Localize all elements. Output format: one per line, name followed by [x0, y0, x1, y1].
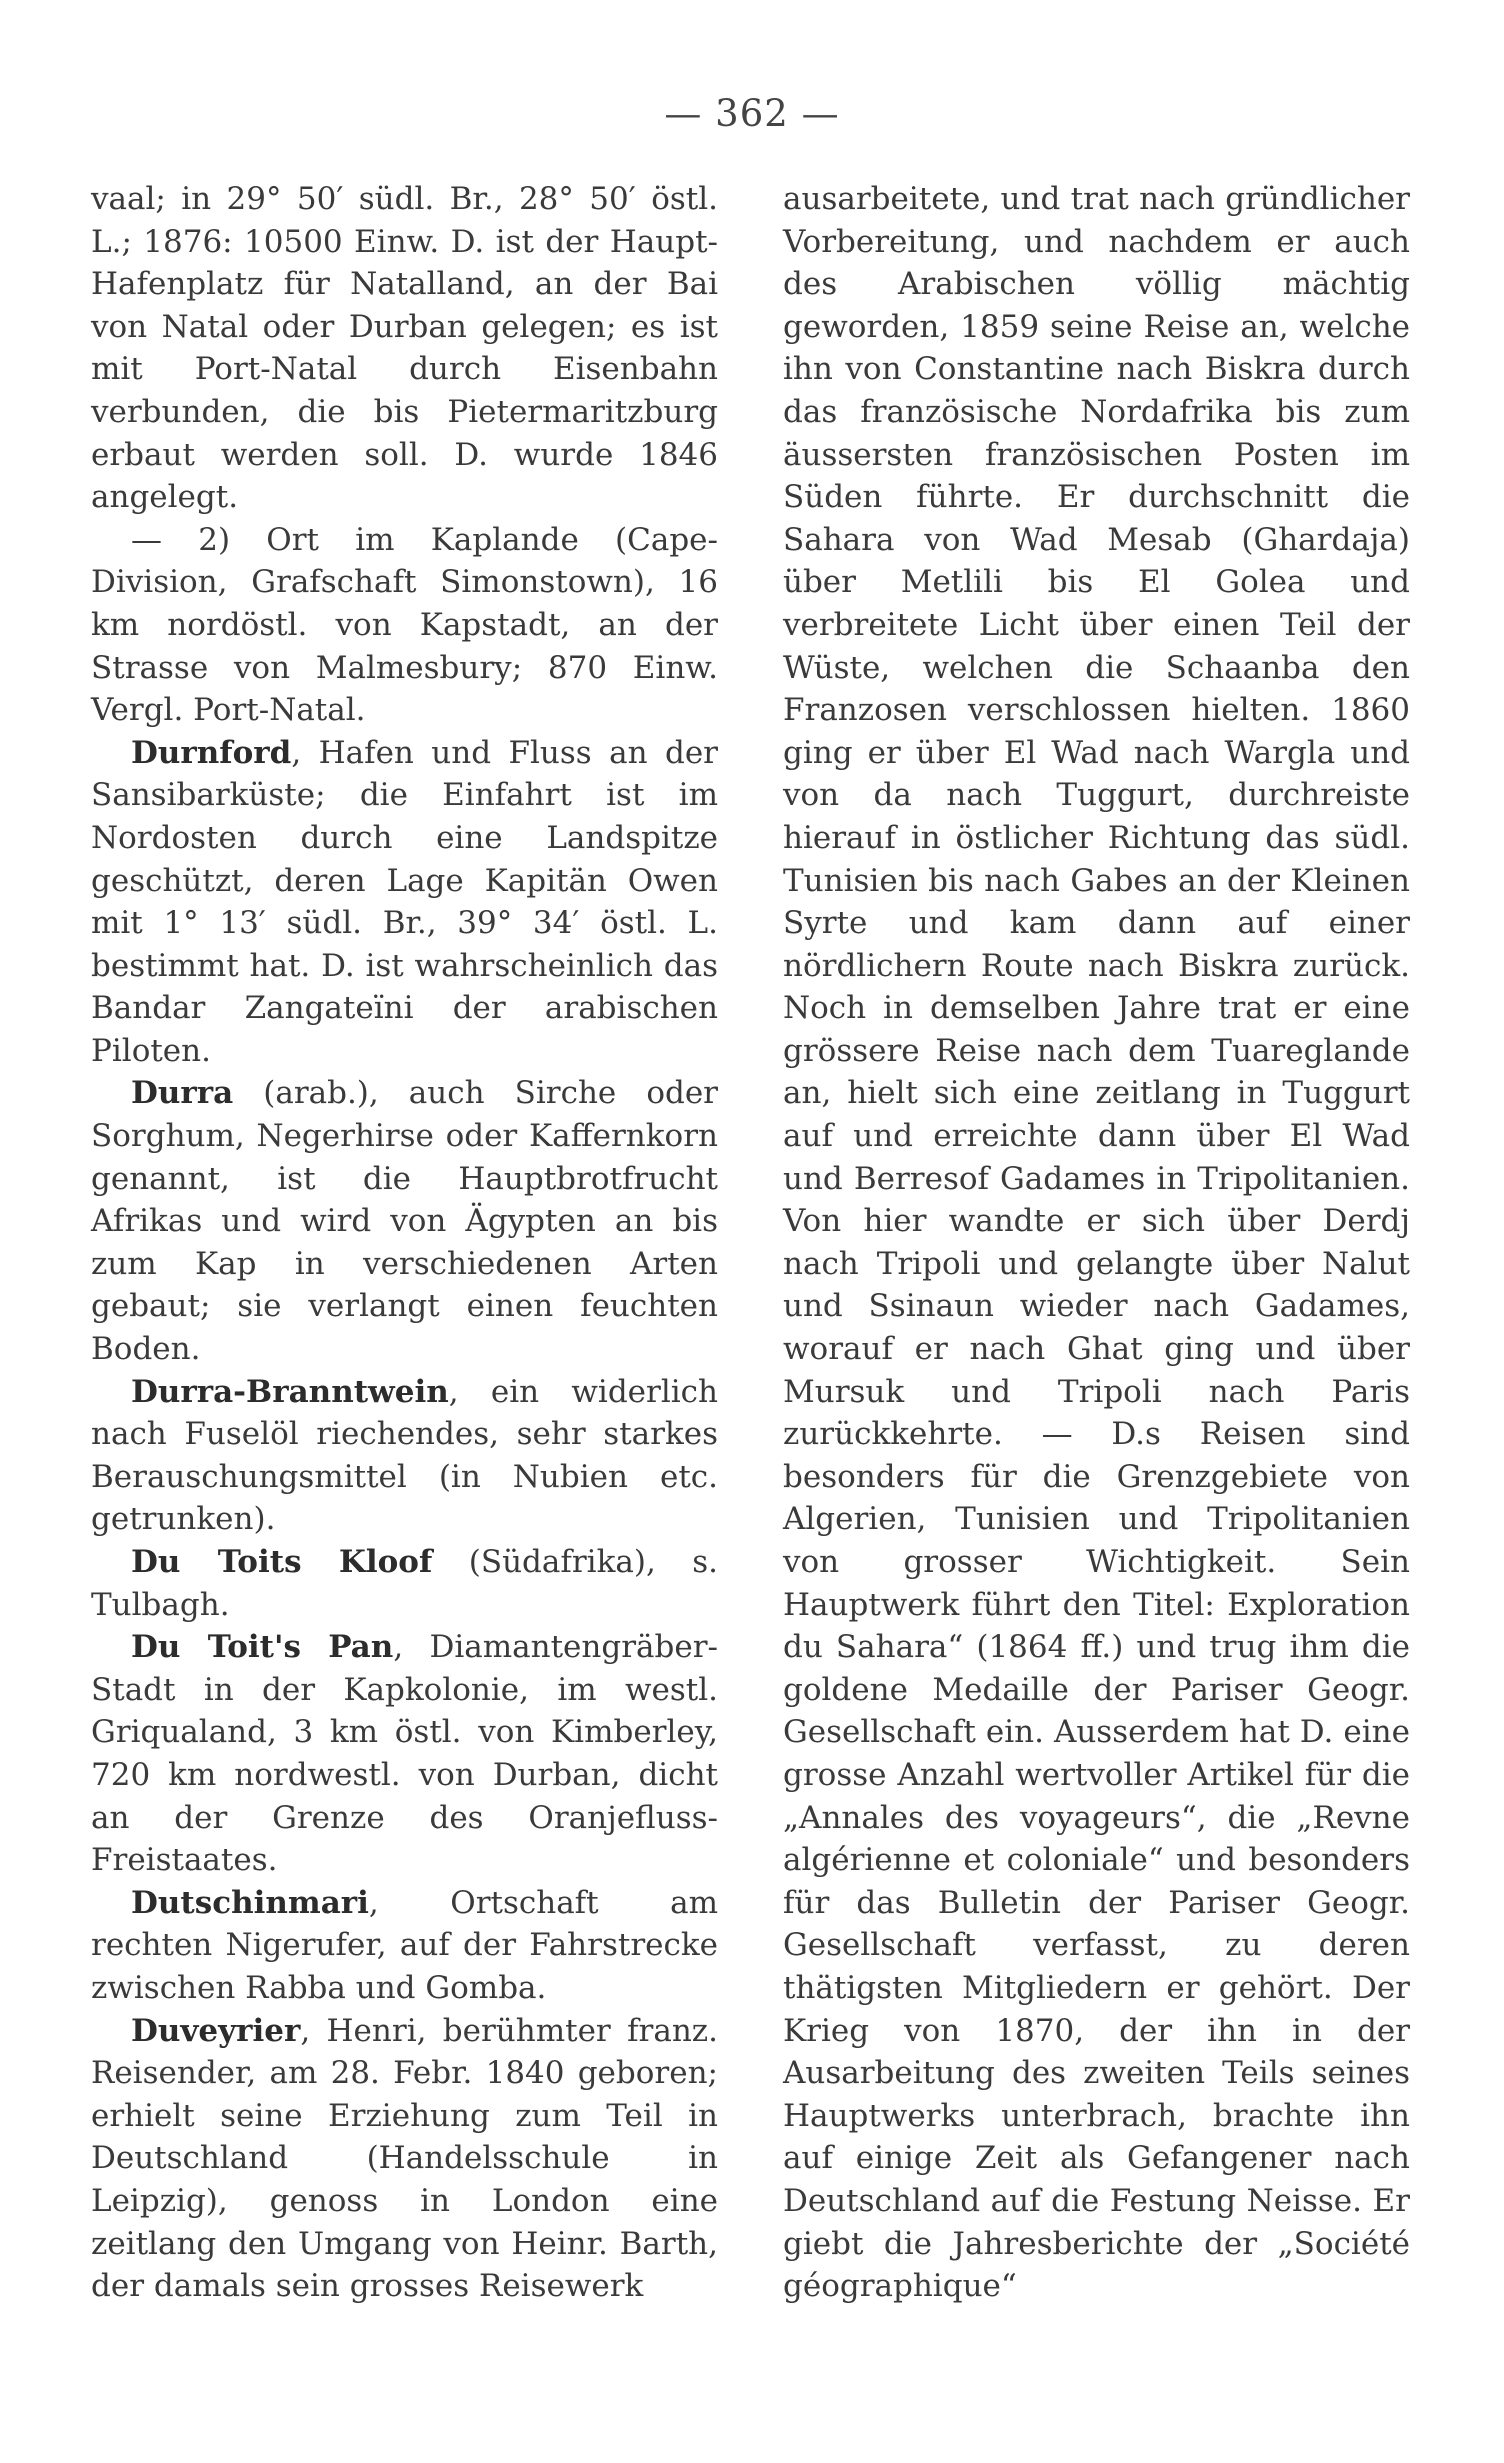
entry-du-toits-pan — [91, 1626, 718, 1882]
right-column — [783, 178, 1410, 2308]
entry-durban-kapland: — 2) Ort im Kaplande (Cape-Division, Grafschaft Simonstown), 16 km nordöstl. von Kapstadt, an der Strasse von Malmesbury; 870 Einw. Vergl. Port-Natal. — [91, 521, 718, 729]
entry-durra — [91, 1072, 718, 1370]
entry-duveyrier-continued: ausarbeitete, und trat nach gründlicher Vorbereitung, und nachdem er auch des Arabischen völlig mächtig geworden, 1859 seine Reise an, welche ihn von Constantine nach Biskra durch das französische Nordafrika bis zum äussersten französischen Posten im Süden führte. Er durchschnitt die Sahara von Wad Mesab (Ghardaja) über Metlili bis El Golea und verbreitete Licht über einen Teil der Wüste, welchen die Schaanba den Franzosen verschlossen hielten. 1860 ging er über El Wad nach Wargla und von da nach Tuggurt, durchreiste hierauf in östlicher Richtung das südl. Tunisien bis nach Gabes an der Kleinen Syrte und kam dann auf einer nördlichern Route nach Biskra zurück. Noch in demselben Jahre trat er eine grössere Reise nach dem Tuareglande an, hielt sich eine zeitlang in Tuggurt auf und erreichte dann über El Wad und Berresof Gadames in Tripolitanien. Von hier wandte er sich über Derdj nach Tripoli und gelangte über Nalut und Ssinaun wieder nach Gadames, worauf er nach Ghat ging und über Mursuk und Tripoli nach Paris zurückkehrte. — D.s Reisen sind besonders für die Grenzgebiete von Algerien, Tunisien und Tripolitanien von grosser Wichtigkeit. Sein Hauptwerk führt den Titel: Exploration du Sahara“ (1864 ff.) und trug ihm die goldene Medaille der Pariser Geogr. Gesellschaft ein. Ausserdem hat D. eine grosse Anzahl wertvoller Artikel für die „Annales des voyageurs“, die „Revne algérienne et coloniale“ und besonders für das Bulletin der Pariser Geogr. Gesellschaft verfasst, zu deren thätigsten Mitgliedern er gehört. Der Krieg von 1870, der ihn in der Ausarbeitung des zweiten Teils seines Hauptwerks unterbrach, brachte ihn auf einige Zeit als Gefangener nach Deutschland auf die Festung Neisse. Er giebt die Jahresberichte der „Société géographique“ — [783, 181, 1410, 2305]
entry-durban-continued: vaal; in 29° 50′ südl. Br., 28° 50′ östl. L.; 1876: 10500 Einw. D. ist der Haupt-Hafenplatz für Natalland, an der Bai von Natal oder Durban gelegen; es ist mit Port-Natal durch Eisenbahn verbunden, die bis Pietermaritzburg erbaut werden soll. D. wurde 1846 angelegt. — [91, 181, 718, 516]
entry-text-duveyrier: , Henri, berühmter franz. Reisender, am 28. Febr. 1840 geboren; erhielt seine Erziehung zum Teil in Deutschland (Handelsschule in Leipzig), genoss in London eine zeitlang den Umgang von Heinr. Barth, der damals sein grosses Reisewerk — [91, 2012, 718, 2305]
entry-text-durra: (arab.), auch Sirche oder Sorghum, Negerhirse oder Kaffernkorn genannt, ist die Hauptbrotfrucht Afrikas und wird von Ägypten an bis zum Kap in verschiedenen Arten gebaut; sie verlangt einen feuchten Boden. — [91, 1075, 718, 1368]
entry-durnford — [91, 732, 718, 1073]
entry-text-durnford: , Hafen und Fluss an der Sansibarküste; die Einfahrt ist im Nordosten durch eine Landspitze geschützt, deren Lage Kapitän Owen mit 1° 13′ südl. Br., 39° 34′ östl. L. bestimmt hat. D. ist wahrscheinlich das Bandar Zangateïni der arabischen Piloten. — [91, 734, 718, 1069]
entry-duveyrier — [91, 2010, 718, 2308]
entry-text-du-toits-kloof: (Südafrika), s. Tulbagh. — [91, 1544, 719, 1623]
headword-durra: Durra — [131, 1075, 234, 1112]
entry-text-du-toits-pan: , Diamantengräber-Stadt in der Kapkolonie, im westl. Griqualand, 3 km östl. von Kimberley, 720 km nordwestl. von Durban, dicht an der Grenze des Oranjefluss-Freistaates. — [91, 1629, 718, 1879]
headword-dutschinmari: Dutschinmari — [131, 1884, 369, 1921]
headword-duveyrier: Duveyrier — [131, 2012, 301, 2049]
left-column — [91, 178, 718, 2308]
entry-durra-branntwein — [91, 1371, 718, 1541]
entry-du-toits-kloof — [91, 1541, 718, 1626]
entry-dutschinmari — [91, 1882, 718, 2010]
headword-durnford: Durnford — [131, 734, 292, 771]
page-number: — 362 — — [664, 92, 840, 135]
headword-du-toits-pan: Du Toit's Pan — [131, 1629, 394, 1666]
entry-text-durra-branntwein: , ein widerlich nach Fuselöl riechendes, sehr starkes Berauschungsmittel (in Nubien etc. getrunken). — [91, 1373, 718, 1538]
headword-du-toits-kloof: Du Toits Kloof — [131, 1544, 433, 1580]
headword-durra-branntwein: Durra-Branntwein — [131, 1373, 449, 1410]
entry-text-dutschinmari: , Ortschaft am rechten Nigerufer, auf der Fahrstrecke zwischen Rabba und Gomba. — [91, 1884, 718, 2006]
